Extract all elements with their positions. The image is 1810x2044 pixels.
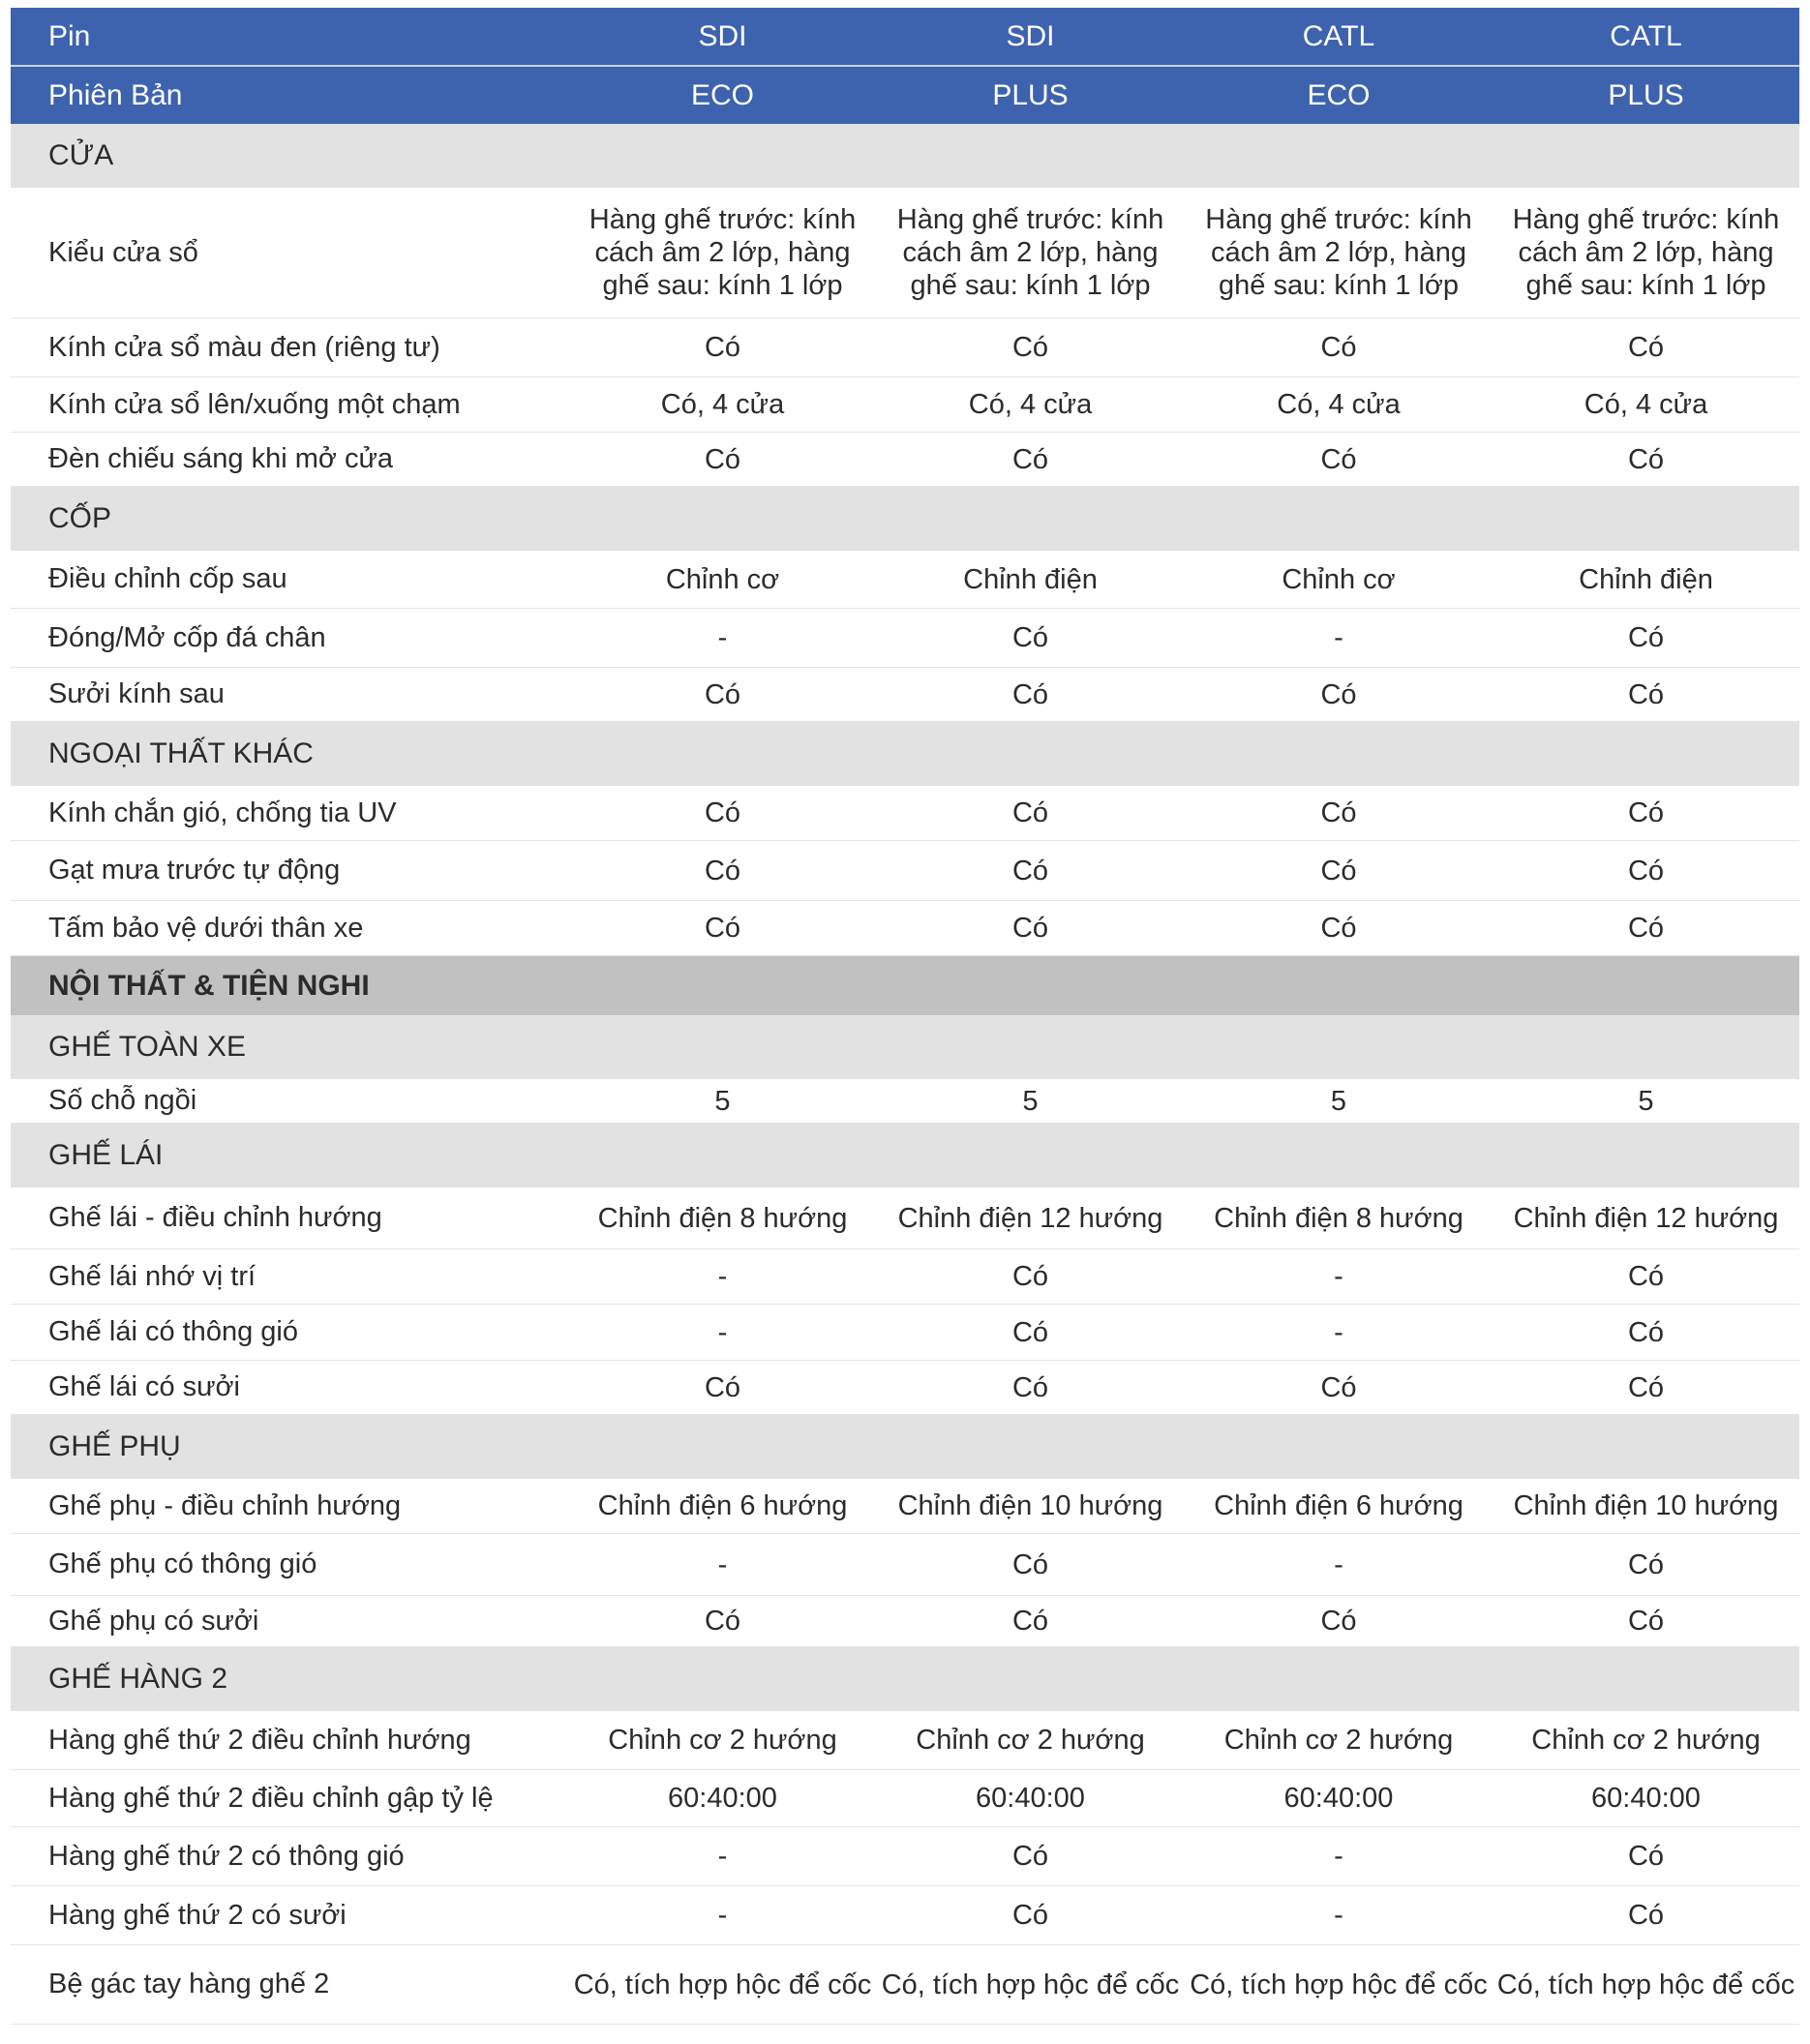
table-cell: Chỉnh điện 10 hướng [1513,1490,1779,1521]
section-header-row [11,1647,1799,1711]
table-row [11,1945,1799,2025]
table-cell: 60:40:00 [1591,1783,1701,1814]
table-cell: Có [704,443,741,475]
table-cell: 60:40:00 [1283,1783,1394,1814]
table-cell: Có [1011,332,1049,363]
table-cell: Hàng ghế trước: kính cách âm 2 lớp, hàng ghế sau: kính 1 lớp [896,204,1164,301]
table-cell: Có, tích hợp hộc để cốc [1496,1969,1795,2000]
row-label: Ghế lái có thông gió [48,1316,298,1347]
table-cell: Có [1627,678,1665,710]
row-label: GHẾ HÀNG 2 [48,1663,228,1695]
table-cell: 5 [1022,1085,1039,1117]
header-cell: PLUS [1608,78,1684,111]
row-label: Kính chắn gió, chống tia UV [48,797,397,828]
table-cell: Chỉnh điện 6 hướng [597,1490,848,1521]
row-label: Hàng ghế thứ 2 điều chỉnh gập tỷ lệ [48,1782,494,1814]
table-cell: - [717,1261,728,1292]
table-cell: Chỉnh cơ [665,563,780,595]
row-label: CỬA [48,139,114,171]
table-cell: Có [1627,1371,1665,1403]
table-cell: Hàng ghế trước: kính cách âm 2 lớp, hàng ghế sau: kính 1 lớp [1512,204,1780,301]
row-label: Ghế phụ - điều chỉnh hướng [48,1489,402,1521]
table-cell: Có [1627,443,1665,475]
row-label: Ghế lái nhớ vị trí [48,1260,256,1292]
table-row [11,1361,1799,1415]
row-label: CỐP [48,502,112,534]
table-cell: Có [1011,443,1049,475]
table-body [11,124,1799,2025]
table-cell: Có [1627,1316,1665,1348]
header-label: Pin [48,19,91,52]
table-cell: - [717,1900,728,1931]
table-row [11,1711,1799,1770]
table-cell: Có [1320,678,1357,710]
table-row [11,609,1799,668]
table-cell: Có [1011,678,1049,710]
table-cell: Có [1011,1548,1049,1580]
row-label: GHẾ PHỤ [48,1430,181,1462]
section-header-row [11,487,1799,551]
row-label: Đèn chiếu sáng khi mở cửa [48,443,393,474]
table-cell: - [1334,622,1343,653]
section-header-row [11,124,1799,188]
table-cell: - [1334,1841,1343,1872]
row-label: Ghế phụ có thông gió [48,1548,317,1579]
table-cell: - [1334,1261,1343,1292]
table-row [11,1187,1799,1249]
table-row [11,668,1799,722]
table-cell: Chỉnh điện 8 hướng [597,1202,848,1234]
table-cell: Có [1011,797,1049,828]
table-cell: Có, 4 cửa [1584,389,1708,420]
table-cell: Có [1011,1900,1049,1931]
table-row [11,786,1799,841]
row-label: NỘI THẤT & TIỆN NGHI [48,969,370,1002]
table-cell: Có [1320,797,1357,828]
table-cell: Có, tích hợp hộc để cốc [573,1969,872,2000]
table-cell: - [717,622,728,653]
table-cell: - [717,1548,728,1580]
row-label: Ghế lái - điều chỉnh hướng [48,1202,382,1233]
header-cell: CATL [1302,19,1375,52]
row-label: Bệ gác tay hàng ghế 2 [48,1969,330,1999]
category-header-row [11,956,1799,1015]
table-cell: Có [1011,913,1049,944]
table-cell: Có, tích hợp hộc để cốc [1190,1969,1488,2000]
table-cell: 5 [714,1085,731,1117]
table-cell: Có [1320,855,1357,887]
table-cell: Chỉnh cơ 2 hướng [608,1725,837,1756]
section-header-row [11,722,1799,786]
table-cell: Chỉnh cơ [1282,563,1396,595]
row-label: Ghế lái có sưởi [48,1371,241,1402]
header-cell: CATL [1610,19,1682,52]
table-cell: - [1334,1548,1343,1580]
table-cell: Chỉnh điện [1579,563,1713,595]
table-cell: Chỉnh điện [963,563,1098,595]
table-cell: 5 [1638,1085,1654,1117]
table-cell: Có [1627,1261,1665,1292]
row-label: Kiểu cửa sổ [48,236,198,268]
table-cell: Có [1011,1316,1049,1348]
table-cell: Chỉnh cơ 2 hướng [1223,1725,1454,1756]
table-cell: Có [704,332,741,363]
table-cell: - [1334,1316,1343,1348]
table-cell: Có [1011,622,1049,653]
table-row [11,1249,1799,1305]
table-cell: Có [704,678,741,710]
table-cell: Chỉnh điện 12 hướng [897,1202,1163,1234]
table-cell: Có [704,1371,741,1403]
table-cell: - [1334,1900,1343,1931]
section-header-row [11,1015,1799,1079]
section-header-row [11,1415,1799,1479]
table-row [11,1079,1799,1124]
table-row [11,1827,1799,1886]
table-row [11,1770,1799,1827]
row-label: GHẾ TOÀN XE [48,1031,246,1063]
row-label: Kính cửa sổ màu đen (riêng tư) [48,331,440,363]
table-cell: Có [1627,332,1665,363]
header-cell: PLUS [992,78,1069,111]
table-cell: Có [1627,1548,1665,1580]
table-row [11,1305,1799,1361]
table-cell: Có, 4 cửa [1277,389,1401,420]
table-cell: - [717,1841,728,1872]
table-cell: Có [1320,332,1357,363]
table-cell: Hàng ghế trước: kính cách âm 2 lớp, hàng ghế sau: kính 1 lớp [1205,204,1472,301]
row-label: Sưởi kính sau [48,678,225,709]
table-row [11,377,1799,433]
table-cell: Có [1320,1371,1357,1403]
table-row [11,318,1799,377]
header-cell: SDI [1006,19,1055,52]
table-row [11,841,1799,901]
table-cell: Có, 4 cửa [968,389,1093,420]
table-row [11,188,1799,318]
table-row [11,1596,1799,1647]
table-row [11,551,1799,609]
row-label: Tấm bảo vệ dưới thân xe [48,912,364,944]
table-cell: Có [1011,1841,1049,1872]
spec-table [11,8,1799,2025]
table-cell: Có [1627,1900,1665,1931]
row-label: Hàng ghế thứ 2 điều chỉnh hướng [48,1724,471,1756]
table-cell: Chỉnh điện 6 hướng [1214,1490,1463,1521]
table-cell: 60:40:00 [976,1783,1085,1814]
table-cell: Có [1011,855,1049,887]
table-cell: Có [704,855,741,887]
table-cell: Hàng ghế trước: kính cách âm 2 lớp, hàng ghế sau: kính 1 lớp [588,204,857,301]
table-row [11,1886,1799,1945]
header-row-battery [11,8,1799,67]
table-row [11,433,1799,487]
table-cell: Có [1627,1606,1665,1637]
row-label: NGOẠI THẤT KHÁC [48,737,314,769]
table-cell: Có [1627,622,1665,653]
table-cell: Có [1011,1606,1049,1637]
header-cell: ECO [1307,78,1371,111]
table-row [11,901,1799,956]
table-row [11,1479,1799,1534]
header-cell: ECO [690,78,754,111]
table-cell: Có [704,913,741,944]
table-cell: Có [1627,797,1665,828]
table-cell: Chỉnh điện 10 hướng [897,1490,1163,1521]
table-cell: - [717,1316,728,1348]
row-label: Đóng/Mở cốp đá chân [48,621,326,653]
table-cell: Có, 4 cửa [660,389,785,420]
row-label: Hàng ghế thứ 2 có sưởi [48,1899,347,1931]
row-label: Kính cửa sổ lên/xuống một chạm [48,388,461,420]
table-cell: Có [1011,1371,1049,1403]
row-label: Điều chỉnh cốp sau [48,563,287,594]
table-cell: Chỉnh cơ 2 hướng [916,1725,1145,1756]
row-label: Gạt mưa trước tự động [48,855,341,886]
table-row [11,1534,1799,1596]
row-label: Ghế phụ có sưởi [48,1605,259,1637]
table-cell: Có [704,797,741,828]
header-label: Phiên Bản [48,78,183,111]
row-label: Số chỗ ngồi [48,1085,197,1116]
section-header-row [11,1124,1799,1187]
table-cell: Chỉnh cơ 2 hướng [1531,1725,1761,1756]
table-cell: Có [1320,913,1357,944]
table-cell: Có [1627,855,1665,887]
table-cell: Có [1320,1606,1357,1637]
row-label: Hàng ghế thứ 2 có thông gió [48,1840,405,1872]
header-row-version [11,67,1799,124]
table-cell: Có, tích hợp hộc để cốc [881,1969,1180,2000]
header-cell: SDI [698,19,747,52]
table-cell: 60:40:00 [668,1783,777,1814]
table-cell: Có [1320,443,1357,475]
table-cell: Có [1627,1841,1665,1872]
table-cell: Có [1011,1261,1049,1292]
table-cell: Chỉnh điện 8 hướng [1214,1202,1463,1234]
table-cell: Có [1627,913,1665,944]
table-cell: Có [704,1606,741,1637]
table-cell: Chỉnh điện 12 hướng [1513,1202,1779,1234]
row-label: GHẾ LÁI [48,1139,164,1171]
table-cell: 5 [1330,1085,1347,1117]
